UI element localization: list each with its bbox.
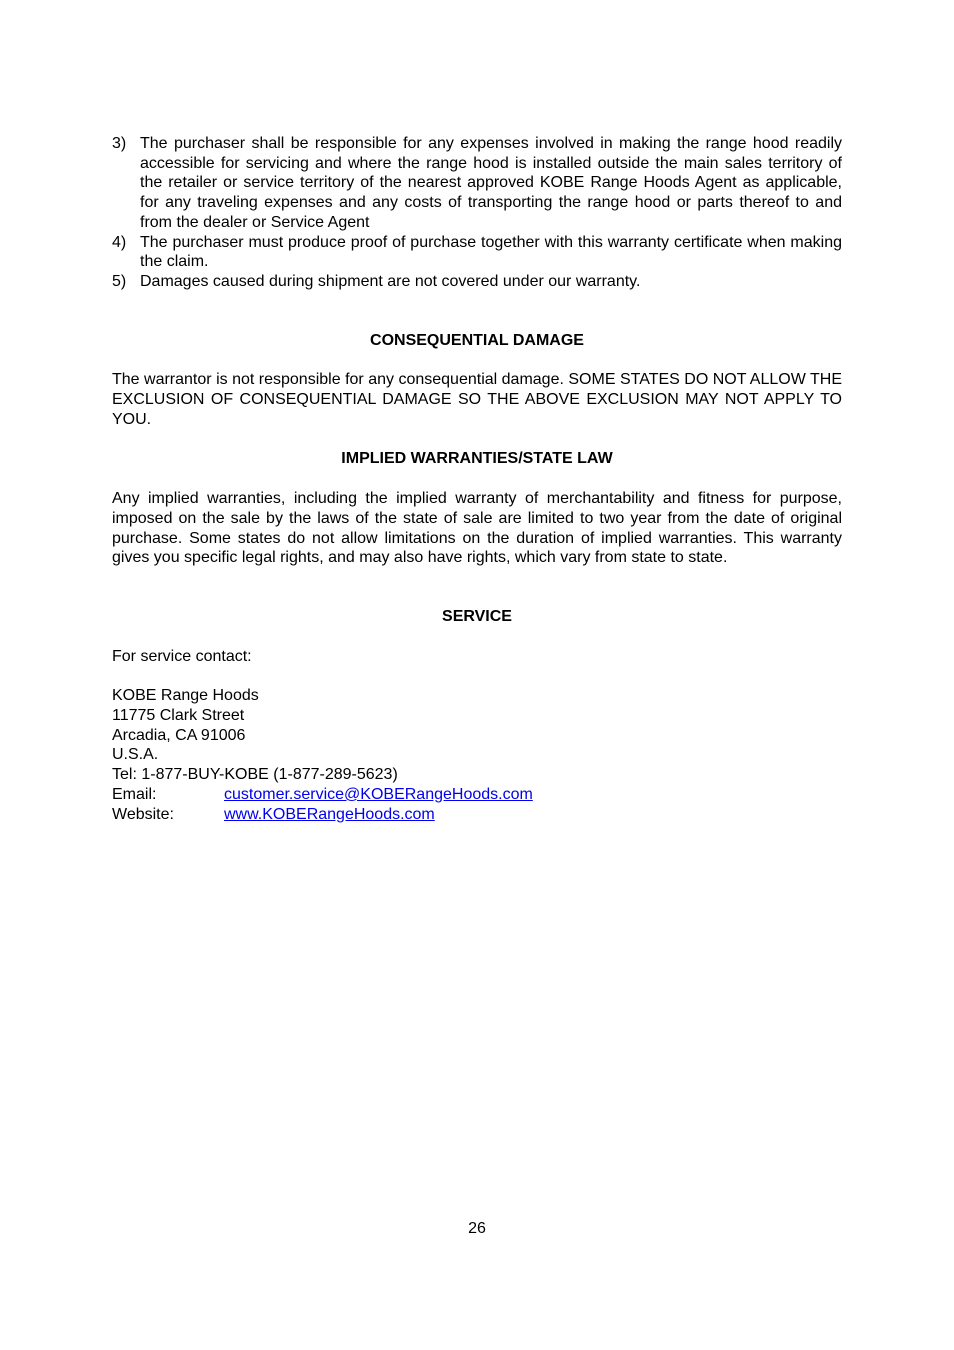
service-intro: For service contact: — [112, 647, 252, 665]
consequential-damage-text: The warrantor is not responsible for any consequential damage. SOME STATES DO NOT ALLOW THE EXCLUSION OF CONSEQUENTIAL DAMAGE SO THE ABOVE EXCLUSION MAY NOT APPLY TO YOU. — [112, 371, 842, 428]
company-name: KOBE Range Hoods — [112, 687, 259, 705]
website-row — [112, 805, 842, 825]
warranty-conditions-list — [112, 134, 842, 292]
implied-warranties-heading: IMPLIED WARRANTIES/STATE LAW — [341, 450, 613, 468]
website-link[interactable]: www.KOBERangeHoods.com — [224, 805, 435, 823]
consequential-damage-heading: CONSEQUENTIAL DAMAGE — [370, 331, 584, 349]
list-item-text: The purchaser shall be responsible for any expenses involved in making the range hood readily accessible for servicing and where the range hood is installed outside the main sales territory of the retailer or service territory of the nearest approved KOBE Range Hoods Agent as applicable, for any traveling expenses and any costs of transporting the range hood or parts thereof to and from the dealer or Service Agent — [140, 135, 842, 231]
list-item-text: The purchaser must produce proof of purchase together with this warranty certificate when making the claim. — [140, 233, 842, 271]
list-item-text: Damages caused during shipment are not covered under our warranty. — [140, 272, 641, 290]
street-address: 11775 Clark Street — [112, 707, 245, 725]
list-item — [112, 134, 842, 233]
email-link[interactable]: customer.service@KOBERangeHoods.com — [224, 785, 533, 803]
list-item-number: 4) — [112, 233, 127, 251]
country: U.S.A. — [112, 746, 159, 764]
list-item — [112, 272, 842, 292]
implied-warranties-text: Any implied warranties, including the implied warranty of merchantability and fitness for purpose, imposed on the sale by the laws of the state of sale are limited to two year from the date of original purchase. Some states do not allow limitations on the duration of implied warranties. This warranty gives you specific legal rights, and may also have rights, which vary from state to state. — [112, 490, 842, 567]
website-label: Website: — [112, 805, 174, 823]
list-item-number: 5) — [112, 272, 127, 290]
list-item-number: 3) — [112, 135, 127, 152]
page-number: 26 — [468, 1220, 486, 1237]
email-row — [112, 785, 842, 805]
list-item — [112, 233, 842, 272]
service-heading: SERVICE — [442, 607, 512, 625]
telephone: Tel: 1-877-BUY-KOBE (1-877-289-5623) — [112, 766, 398, 784]
city-state-zip: Arcadia, CA 91006 — [112, 726, 246, 744]
document-body — [112, 134, 842, 824]
email-label: Email: — [112, 785, 157, 803]
service-address — [112, 686, 842, 824]
